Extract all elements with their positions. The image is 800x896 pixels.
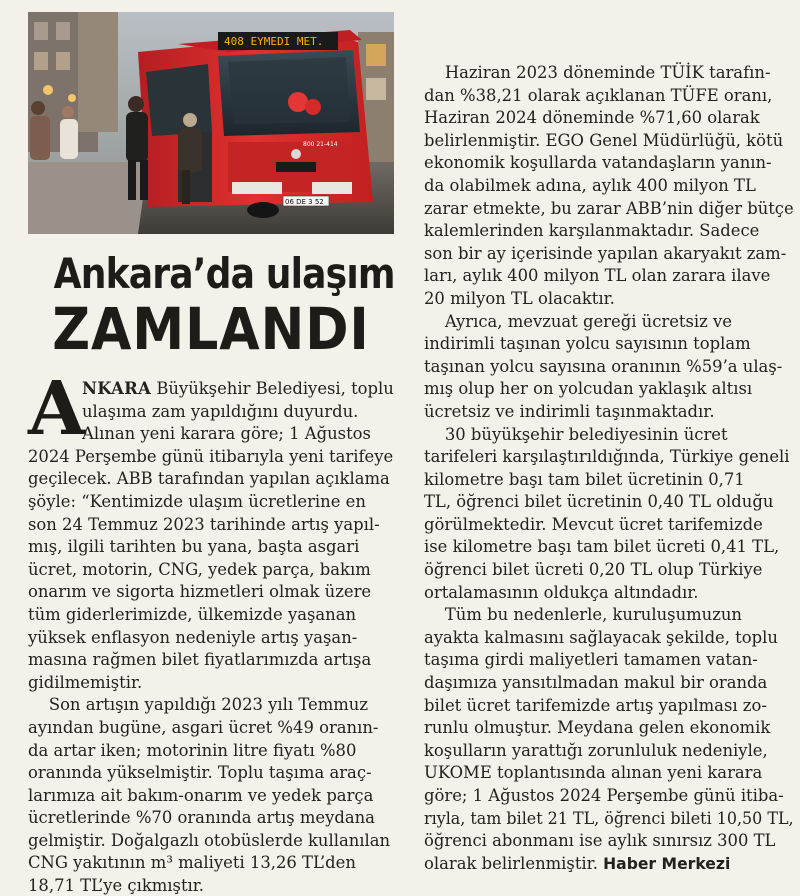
article-line: 18,71 TL’ye çıkmıştır. bbox=[28, 876, 205, 896]
article-line: mış olup her on yolcudan yaklaşık altısı bbox=[424, 379, 753, 399]
article-line: son bir ay içerisinde yapılan akaryakıt zam- bbox=[424, 243, 787, 263]
article-line: öğrenci bilet ücreti 0,20 TL olup Türkiye bbox=[424, 560, 763, 580]
article-line: 20 milyon TL olacaktır. bbox=[424, 288, 615, 308]
article-line: oranında yükselmiştir. Toplu taşıma araç- bbox=[28, 763, 372, 783]
bus-photo-illustration bbox=[28, 12, 394, 234]
article-line: masına rağmen bilet fiyatlarımızda artışa bbox=[28, 650, 372, 670]
svg-text:06 DE 3 52: 06 DE 3 52 bbox=[285, 198, 324, 206]
article-line: onarım ve sigorta hizmetleri olmak üzere bbox=[28, 582, 372, 602]
article-line: geçilecek. ABB tarafından yapılan açıklama bbox=[28, 469, 390, 489]
article-line: Ayrıca, mevzuat gereği ücretsiz ve bbox=[424, 311, 732, 331]
article-line bbox=[28, 378, 398, 401]
article-line: Haziran 2023 döneminde TÜİK tarafın- bbox=[424, 63, 771, 82]
article-line: ortalamasının oldukça altındadır. bbox=[424, 582, 699, 602]
article-line: 30 büyükşehir belediyesinin ücret bbox=[424, 424, 728, 444]
headline-block bbox=[28, 249, 395, 363]
article-line: Tüm bu nedenlerle, kuruluşumuzun bbox=[424, 605, 742, 625]
article-line: daşımıza yansıtılmadan makul bir oranda bbox=[424, 673, 768, 693]
article-line: yüksek enflasyon nedeniyle artış yaşan- bbox=[28, 627, 358, 647]
svg-text:408 EYMEDI MET.: 408 EYMEDI MET. bbox=[224, 35, 324, 48]
article-line: ücretlerinde %70 oranında artış meydana bbox=[28, 808, 375, 828]
article-line: indirimli taşınan yolcu sayısının toplam bbox=[424, 334, 751, 354]
article-line: larımıza ait bakım-onarım ve yedek parça bbox=[28, 785, 374, 805]
lead-word: NKARA bbox=[82, 379, 152, 398]
article-line: 2024 Perşembe günü itibarıyla yeni tarifeye bbox=[28, 446, 394, 466]
article-line: öğrenci abonmanı ise aylık sınırsız 300 TL bbox=[424, 831, 776, 851]
article-photo bbox=[28, 12, 394, 234]
byline: Haber Merkezi bbox=[603, 854, 731, 873]
article-line-text: olarak belirlenmiştir. bbox=[424, 853, 604, 873]
article-line: kilometre başı tam bilet ücretinin 0,71 bbox=[424, 469, 745, 489]
article-line: Son artışın yapıldığı 2023 yılı Temmuz bbox=[28, 695, 369, 715]
article-line: CNG yakıtının m³ maliyeti 13,26 TL’den bbox=[28, 853, 356, 873]
article-line: tarifeleri karşılaştırıldığında, Türkiye geneli bbox=[424, 447, 790, 467]
article-column-right bbox=[424, 62, 796, 875]
article-line: dan %38,21 olarak açıklanan TÜFE oranı, bbox=[424, 85, 773, 105]
article-line: rıyla, tam bilet 21 TL, öğrenci bileti 10,50 TL, bbox=[424, 808, 794, 828]
article-line: taşınan yolcu sayısına oranının %59’a ulaş- bbox=[424, 356, 783, 376]
article-line: Alınan yeni karara göre; 1 Ağustos bbox=[82, 424, 371, 444]
headline-line-1: Ankara’da ulaşım bbox=[53, 249, 395, 298]
article-line: runlu olmuştur. Meydana gelen ekonomik bbox=[424, 718, 771, 738]
article-line: Haziran 2024 döneminde %71,60 olarak bbox=[424, 108, 760, 128]
article-line: zarar etmekte, bu zarar ABB’nin diğer bütçe bbox=[424, 198, 794, 218]
article-line: bilet ücret tarifemizde artış yapılması zo- bbox=[424, 695, 767, 715]
article-line: da olabilmek adına, aylık 400 milyon TL bbox=[424, 175, 756, 195]
article-line: taşıma girdi maliyetleri tamamen vatan- bbox=[424, 650, 758, 670]
article-line: ücret, motorin, CNG, yedek parça, bakım bbox=[28, 559, 371, 579]
article-line: ulaşıma zam yapıldığını duyurdu. bbox=[82, 401, 359, 421]
article-line: göre; 1 Ağustos 2024 Perşembe günü itiba- bbox=[424, 786, 784, 805]
article-column-left bbox=[28, 366, 398, 896]
article-line: görülmektedir. Mevcut ücret tarifemizde bbox=[424, 514, 763, 534]
article-line: belirlenmiştir. EGO Genel Müdürlüğü, kötü bbox=[424, 130, 784, 150]
article-line: ücretsiz ve indirimli taşınmaktadır. bbox=[424, 401, 715, 421]
article-line: tüm giderlerimizde, ülkemizde yaşanan bbox=[28, 604, 357, 624]
article-line: koşulların yarattığı zorunluluk nedeniyle, bbox=[424, 740, 768, 760]
drop-cap: A bbox=[28, 366, 86, 452]
article-last-line bbox=[424, 853, 796, 876]
article-line: son 24 Temmuz 2023 tarihinde artış yapıl- bbox=[28, 514, 380, 534]
article-line: TL, öğrenci bilet ücretinin 0,40 TL olduğu bbox=[424, 492, 774, 512]
article-line: ekonomik koşullarda vatandaşların yanın- bbox=[424, 153, 772, 173]
article-line: ları, aylık 400 milyon TL olan zarara ilave bbox=[424, 266, 771, 286]
article-line: ayından bugüne, asgari ücret %49 oranın- bbox=[28, 717, 379, 737]
article-line: mış, ilgili tarihten bu yana, başta asgari bbox=[28, 537, 360, 557]
article-line: kalemlerinden karşılanmaktadır. Sadece bbox=[424, 221, 760, 241]
svg-text:800 21-414: 800 21-414 bbox=[303, 141, 338, 148]
article-line: şöyle: “Kentimizde ulaşım ücretlerine en bbox=[28, 491, 366, 511]
headline-line-2: ZAMLANDI bbox=[52, 295, 370, 363]
article-line: ise kilometre başı tam bilet ücreti 0,41 TL, bbox=[424, 537, 780, 557]
article-line: gidilmemiştir. bbox=[28, 672, 143, 692]
article-line: gelmiştir. Doğalgazlı otobüslerde kullanılan bbox=[28, 830, 391, 850]
article-line: ayakta kalmasını sağlayacak şekilde, toplu bbox=[424, 627, 778, 647]
article-line-text: Büyükşehir Belediyesi, toplu bbox=[151, 379, 394, 398]
article-line: UKOME toplantısında alınan yeni karara bbox=[424, 763, 763, 783]
article-line: da artar iken; motorinin litre fiyatı %80 bbox=[28, 740, 357, 760]
